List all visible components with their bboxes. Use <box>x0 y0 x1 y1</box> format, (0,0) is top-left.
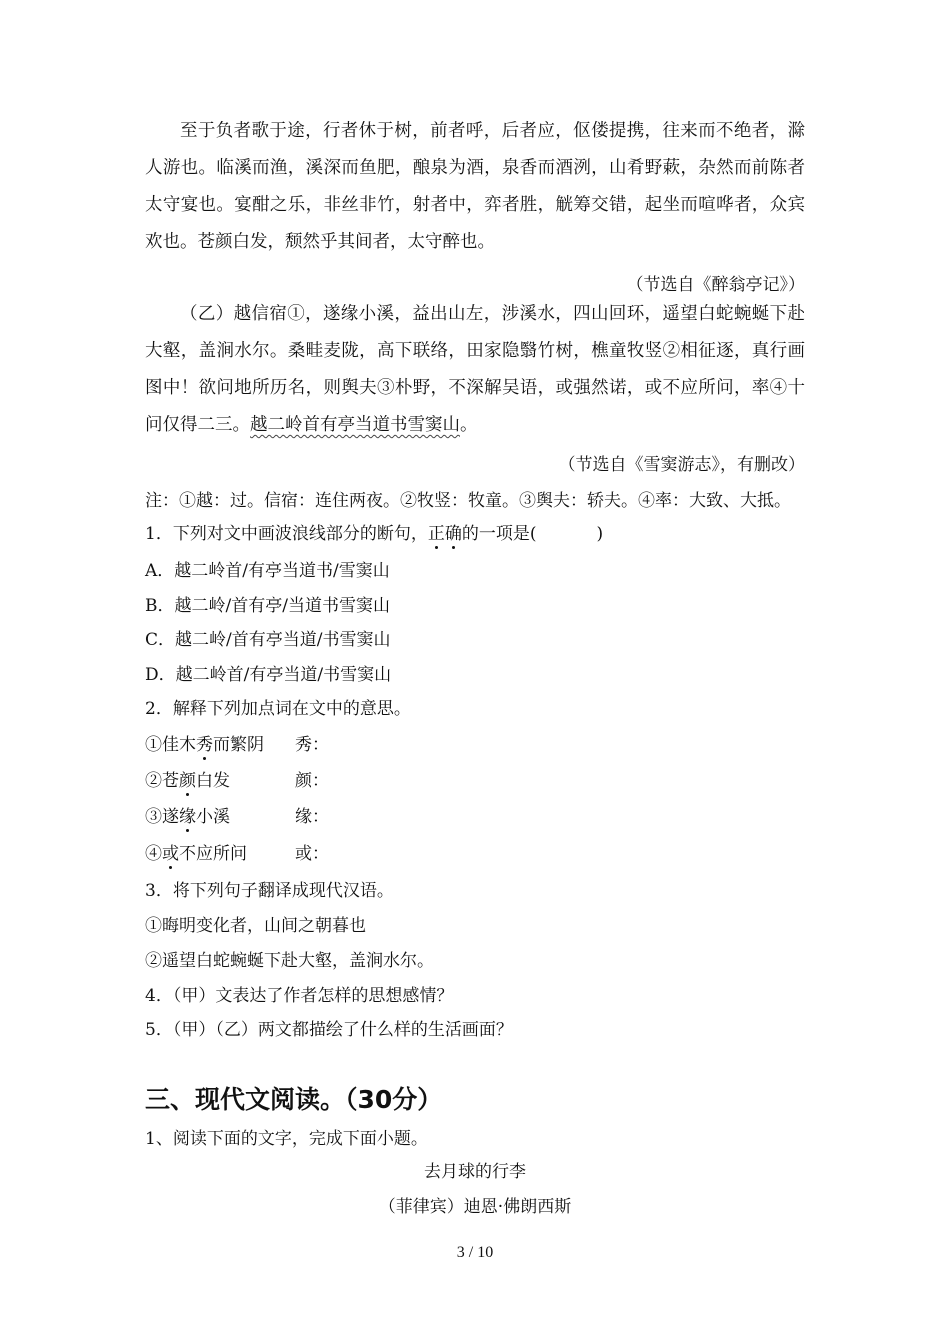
passage-yi-paragraph <box>145 296 805 444</box>
page-number: 3 / 10 <box>456 1244 494 1261</box>
answer-label: 缘： <box>295 807 329 827</box>
question-1-option: B．越二岭/首有亭/当道书雪窦山 <box>145 596 390 616</box>
answer-label: 颜： <box>295 771 329 791</box>
section-instruction: 1、阅读下面的文字，完成下面小题。 <box>145 1129 428 1149</box>
story-author: （菲律宾）迪恩·佛朗西斯 <box>378 1197 572 1217</box>
passage-yi-wavy-sentence: 越二岭首有亭当道书雪窦山 <box>250 415 460 435</box>
question-2-item <box>145 730 329 755</box>
item-number: ④ <box>145 844 162 864</box>
section-heading: 三、现代文阅读。（30分） <box>145 1085 443 1114</box>
question-1-option: A．越二岭首/有亭当道书/雪窦山 <box>145 561 390 581</box>
item-pre: 佳木 <box>162 735 196 755</box>
dotted-word: 缘 <box>179 807 196 827</box>
dotted-word: 颜 <box>179 771 196 791</box>
question-3-item: ①晦明变化者，山间之朝暮也 <box>145 916 366 936</box>
q1-dotted-char: 确 <box>444 524 462 544</box>
question-2-stem: 2．解释下列加点词在文中的意思。 <box>145 699 411 719</box>
question-1-stem <box>145 519 603 544</box>
q1-stem-close: ) <box>596 524 604 544</box>
question-2-item <box>145 802 329 827</box>
q1-dotted-char: 正 <box>427 524 445 544</box>
passage-jia-paragraph: 至于负者歌于途，行者休于树，前者呼，后者应，伛偻提携，往来而不绝者，滁人游也。临溪而渔，溪深而鱼肥，酿泉为酒，泉香而酒洌，山肴野蔌，杂然而前陈者太守宴也。宴酣之乐，非丝非竹，射者中，弈者胜，觥筹交错，起坐而喧哗者，众宾欢也。苍颜白发，颓然乎其间者，太守醉也。 <box>145 121 805 252</box>
item-post: 小溪 <box>196 807 230 827</box>
item-post: 而繁阴 <box>213 735 264 755</box>
answer-label: 秀： <box>295 735 329 755</box>
item-post: 白发 <box>196 771 230 791</box>
dotted-word: 或 <box>162 844 179 864</box>
passage-yi-notes: 注：①越：过。信宿：连住两夜。②牧竖：牧童。③舆夫：轿夫。④率：大致、大抵。 <box>145 491 791 511</box>
q1-stem-after: 的一项是( <box>461 524 537 544</box>
question-3-item: ②遥望白蛇蜿蜒下赴大壑，盖涧水尔。 <box>145 951 434 971</box>
passage-yi-source: （节选自《雪窦游志》，有删改） <box>558 455 805 475</box>
story-title: 去月球的行李 <box>424 1162 526 1182</box>
question-5-stem: 5．（甲）（乙）两文都描绘了什么样的生活画面？ <box>145 1020 513 1040</box>
question-2-item <box>145 839 329 864</box>
question-4-stem: 4．（甲）文表达了作者怎样的思想感情？ <box>145 986 454 1006</box>
q1-stem-before: 1．下列对文中画波浪线部分的断句， <box>145 524 428 544</box>
item-pre: 遂 <box>162 807 179 827</box>
item-number: ① <box>145 735 162 755</box>
passage-yi-end-punct: 。 <box>460 415 478 435</box>
item-number: ③ <box>145 807 162 827</box>
dotted-word: 秀 <box>196 735 213 755</box>
item-pre: 苍 <box>162 771 179 791</box>
question-1-option: D．越二岭首/有亭当道/书雪窦山 <box>145 665 392 685</box>
item-number: ② <box>145 771 162 791</box>
answer-label: 或： <box>295 844 329 864</box>
item-post: 不应所问 <box>179 844 247 864</box>
question-1-option: C．越二岭/首有亭当道/书雪窦山 <box>145 630 391 650</box>
question-2-item <box>145 766 329 791</box>
question-3-stem: 3．将下列句子翻译成现代汉语。 <box>145 881 394 901</box>
passage-jia-source: （节选自《醉翁亭记》） <box>626 275 805 295</box>
passage-yi-main: （乙）越信宿①，遂缘小溪，益出山左，涉溪水，四山回环，遥望白蛇蜿蜒下赴大壑，盖涧水尔。桑畦麦陇，高下联络，田家隐翳竹树，樵童牧竖②相征逐，真行画图中！欲问地所历名，则舆夫③朴野，不深解吴语，或强然诺，或不应所问，率④十问仅得二三。 <box>145 304 805 435</box>
